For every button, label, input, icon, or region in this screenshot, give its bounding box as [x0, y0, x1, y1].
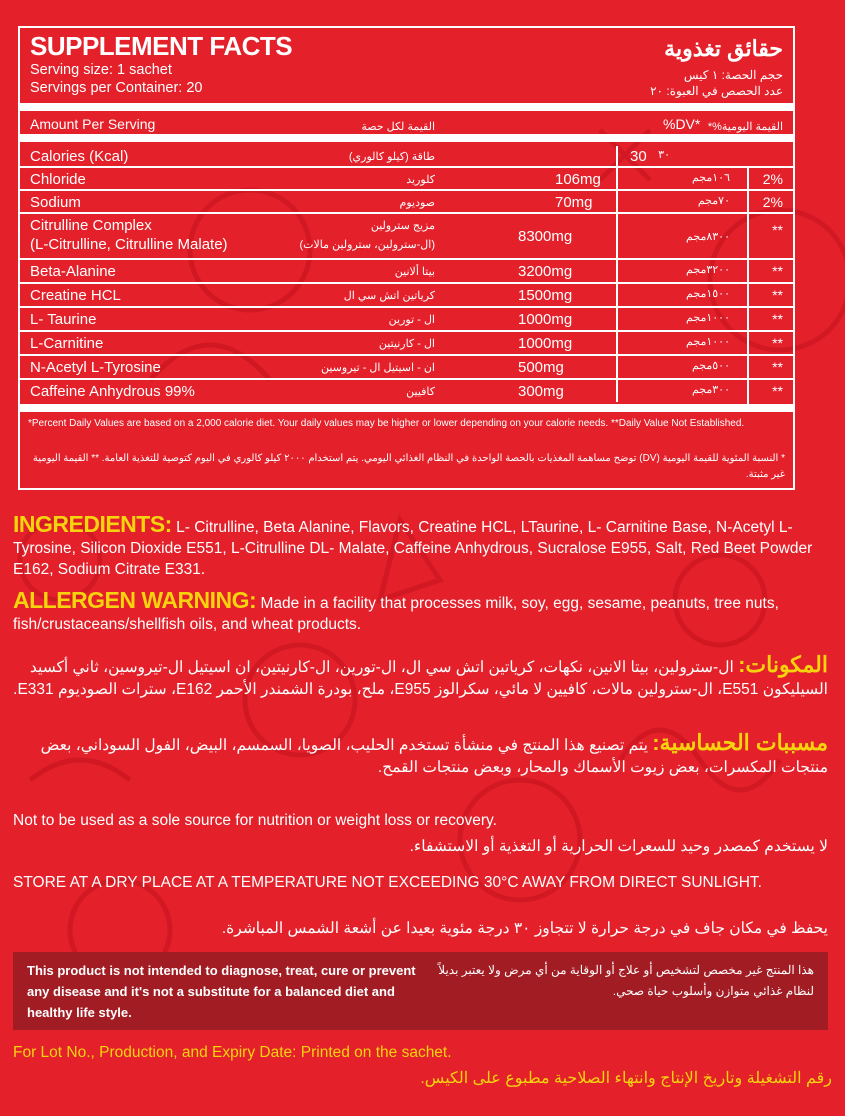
- servings-per-container: Servings per Container: 20: [30, 80, 203, 96]
- nutrient-dv: **: [772, 359, 783, 375]
- ingredients-text-ar: ال-سترولين، بيتا الانين، نكهات، كرياتين اتش سي ال، ال-تورين، ال-كارنيتين، ان اسيتيل ال-تيروسين، ثاني أكسيد السيليكون E551، ال-سترولين مالات، كافيين لا مائي، سكرالوز E955، ملح، بودرة الشمندر الأحمر E162، سترات الصوديوم E331.: [13, 659, 828, 698]
- nutrient-dv: **: [772, 383, 783, 399]
- divider-thick: [20, 134, 793, 142]
- facts-title: SUPPLEMENT FACTS: [30, 31, 293, 61]
- ingredients-section-ar: [13, 654, 828, 701]
- allergen-label: ALLERGEN WARNING:: [13, 587, 257, 613]
- lot-info: For Lot No., Production, and Expiry Date: Printed on the sachet.: [13, 1044, 452, 1061]
- storage-note-ar: يحفظ في مكان جاف في درجة حرارة لا تتجاوز ٣٠ درجة مئوية بعيدا عن أشعة الشمس المباشرة.: [221, 920, 828, 937]
- allergen-text-ar: يتم تصنيع هذا المنتج في منشأة تستخدم الحليب، الصويا، السمسم، البيض، الفول السوداني، بعض منتجات المكسرات، بعض زيوت الأسماك والمحار، وبعض منتجات القمح.: [40, 737, 828, 776]
- nutrient-dv: **: [772, 311, 783, 327]
- divider-thick: [20, 404, 793, 412]
- nutrient-name: Caffeine Anhydrous 99%: [30, 383, 195, 400]
- nutrient-dv: **: [772, 263, 783, 279]
- nutrient-amount-ar: ١٠٠٠مجم: [686, 336, 730, 348]
- supplement-facts-panel: [18, 26, 795, 490]
- nutrient-name: L- Taurine: [30, 311, 97, 328]
- allergen-section: [13, 587, 828, 635]
- amount-per-serving-header-ar: القيمة لكل حصة: [361, 121, 435, 133]
- nutrient-name: N-Acetyl L-Tyrosine: [30, 359, 161, 376]
- nutrient-name-ar: ال - تورين: [388, 314, 435, 326]
- allergen-text: Made in a facility that processes milk, soy, egg, sesame, peanuts, tree nuts, fish/crustaceans/shellfish oils, and wheat products.: [13, 595, 779, 633]
- nutrient-amount: 300mg: [518, 383, 564, 400]
- nutrient-name-ar: صوديوم: [399, 197, 435, 209]
- allergen-section-ar: [13, 732, 828, 779]
- nutrient-amount: 106mg: [555, 171, 601, 188]
- lot-info-ar: رقم التشغيلة وتاريخ الإنتاج وانتهاء الصلاحية مطبوع على الكيس.: [420, 1070, 832, 1087]
- nutrient-amount-ar: ٧٠مجم: [697, 195, 730, 207]
- nutrient-amount-ar: ٨٣٠٠مجم: [686, 231, 730, 243]
- nutrient-amount-ar: ٥٠٠مجم: [691, 360, 730, 372]
- nutrient-name: Chloride: [30, 171, 86, 188]
- nutrient-name-ar: بيتا ألانين: [394, 266, 435, 278]
- disclaimer-text-ar: هذا المنتج غير مخصص لتشخيص أو علاج أو الوقاية من أي مرض ولا يعتبر بديلاً لنظام غذائي متوازن وأسلوب حياة صحي.: [438, 963, 814, 998]
- facts-title-ar: حقائق تغذوية: [664, 36, 783, 61]
- ingredients-text: L- Citrulline, Beta Alanine, Flavors, Creatine HCL, LTaurine, L- Carnitine Base, N-Acetyl L-Tyrosine, Silicon Dioxide E551, L-Citrulline DL- Malate, Caffeine Anhydrous, Sucralose E955, Salt, Red Beet Powder E162, Sodium Citrate E331.: [13, 519, 813, 578]
- nutrient-amount: 70mg: [555, 194, 593, 211]
- nutrient-name-ar: طاقة (كيلو كالوري): [348, 151, 435, 163]
- ingredients-label: INGREDIENTS:: [13, 511, 172, 537]
- nutrient-amount-ar: ٣٠: [658, 149, 670, 161]
- nutrient-name: Citrulline Complex: [30, 217, 152, 234]
- nutrient-name-detail-ar: (ال-سترولين، سترولين مالات): [299, 239, 435, 251]
- serving-size: Serving size: 1 sachet: [30, 62, 172, 78]
- dv-header: %DV*: [663, 116, 701, 132]
- nutrient-name: L-Carnitine: [30, 335, 104, 352]
- nutrient-name-ar: مزيج سترولين: [370, 220, 435, 232]
- nutrient-name: Creatine HCL: [30, 287, 121, 304]
- nutrient-dv: **: [772, 335, 783, 351]
- ingredients-section: [13, 511, 828, 580]
- footnote-ar: * النسبة المئوية للقيمة اليومية (DV) توضح مساهمة المغذيات بالحصة الواحدة في النظام الغذائي اليومي. يتم استخدام ٢٠٠٠ كيلو كالوري في اليوم كتوصية للتغذية العامة. ** القيمة اليومية غير مثبتة.: [32, 453, 785, 480]
- disclaimer-text: This product is not intended to diagnose, treat, cure or prevent any disease and it's not a substitute for a balanced diet and healthy life style.: [27, 963, 416, 1020]
- nutrient-amount: 30: [630, 148, 647, 165]
- sole-source-note-ar: لا يستخدم كمصدر وحيد للسعرات الحرارية أو التغذية أو الاستشفاء.: [409, 838, 828, 855]
- nutrient-amount: 1000mg: [518, 311, 573, 328]
- nutrient-name-ar: ال - كارنيتين: [378, 338, 435, 350]
- amount-per-serving-header: Amount Per Serving: [30, 116, 156, 132]
- dv-header-ar: القيمة اليومية%*: [707, 121, 783, 133]
- nutrient-amount: 1000mg: [518, 335, 573, 352]
- footnote: *Percent Daily Values are based on a 2,000 calorie diet. Your daily values may be higher or lower depending on your calorie needs. **Daily Value Not Established.: [28, 418, 745, 429]
- nutrient-name-ar: كلوريد: [406, 174, 435, 186]
- nutrient-name-ar: كافيين: [406, 386, 435, 398]
- sole-source-note: Not to be used as a sole source for nutrition or weight loss or recovery.: [13, 812, 497, 829]
- nutrient-dv: 2%: [762, 194, 783, 210]
- nutrient-amount-ar: ٣٢٠٠مجم: [686, 264, 730, 276]
- nutrient-amount: 8300mg: [518, 228, 573, 245]
- nutrient-amount-ar: ١٠٠٠مجم: [686, 312, 730, 324]
- storage-note: STORE AT A DRY PLACE AT A TEMPERATURE NOT EXCEEDING 30°C AWAY FROM DIRECT SUNLIGHT.: [13, 874, 762, 891]
- divider-thick: [20, 103, 793, 111]
- ingredients-label-ar: المكونات:: [738, 652, 828, 677]
- nutrient-name-ar: كرياتين اتش سي ال: [343, 290, 435, 302]
- nutrient-dv: **: [772, 287, 783, 303]
- nutrient-amount-ar: ٣٠٠مجم: [691, 384, 730, 396]
- nutrient-name-detail: (L-Citrulline, Citrulline Malate): [30, 236, 228, 253]
- nutrient-name: Sodium: [30, 194, 81, 211]
- nutrient-amount: 3200mg: [518, 263, 573, 280]
- servings-per-container-ar: عدد الحصص في العبوة: ٢٠: [650, 84, 783, 98]
- nutrient-dv: **: [772, 222, 783, 238]
- nutrient-amount: 500mg: [518, 359, 564, 376]
- nutrient-amount: 1500mg: [518, 287, 573, 304]
- column-separator: [616, 146, 618, 402]
- column-separator: [747, 168, 749, 404]
- allergen-label-ar: مسببات الحساسية:: [652, 730, 828, 755]
- serving-size-ar: حجم الحصة: ١ كيس: [683, 68, 783, 82]
- nutrient-dv: 2%: [762, 171, 783, 187]
- nutrient-name: Calories (Kcal): [30, 148, 129, 165]
- nutrient-name-ar: ان - اسيتيل ال - تيروسين: [320, 362, 435, 374]
- nutrient-amount-ar: ١٠٦مجم: [691, 172, 730, 184]
- disclaimer-box: [13, 952, 828, 1030]
- nutrient-name: Beta-Alanine: [30, 263, 116, 280]
- nutrient-amount-ar: ١٥٠٠مجم: [686, 288, 730, 300]
